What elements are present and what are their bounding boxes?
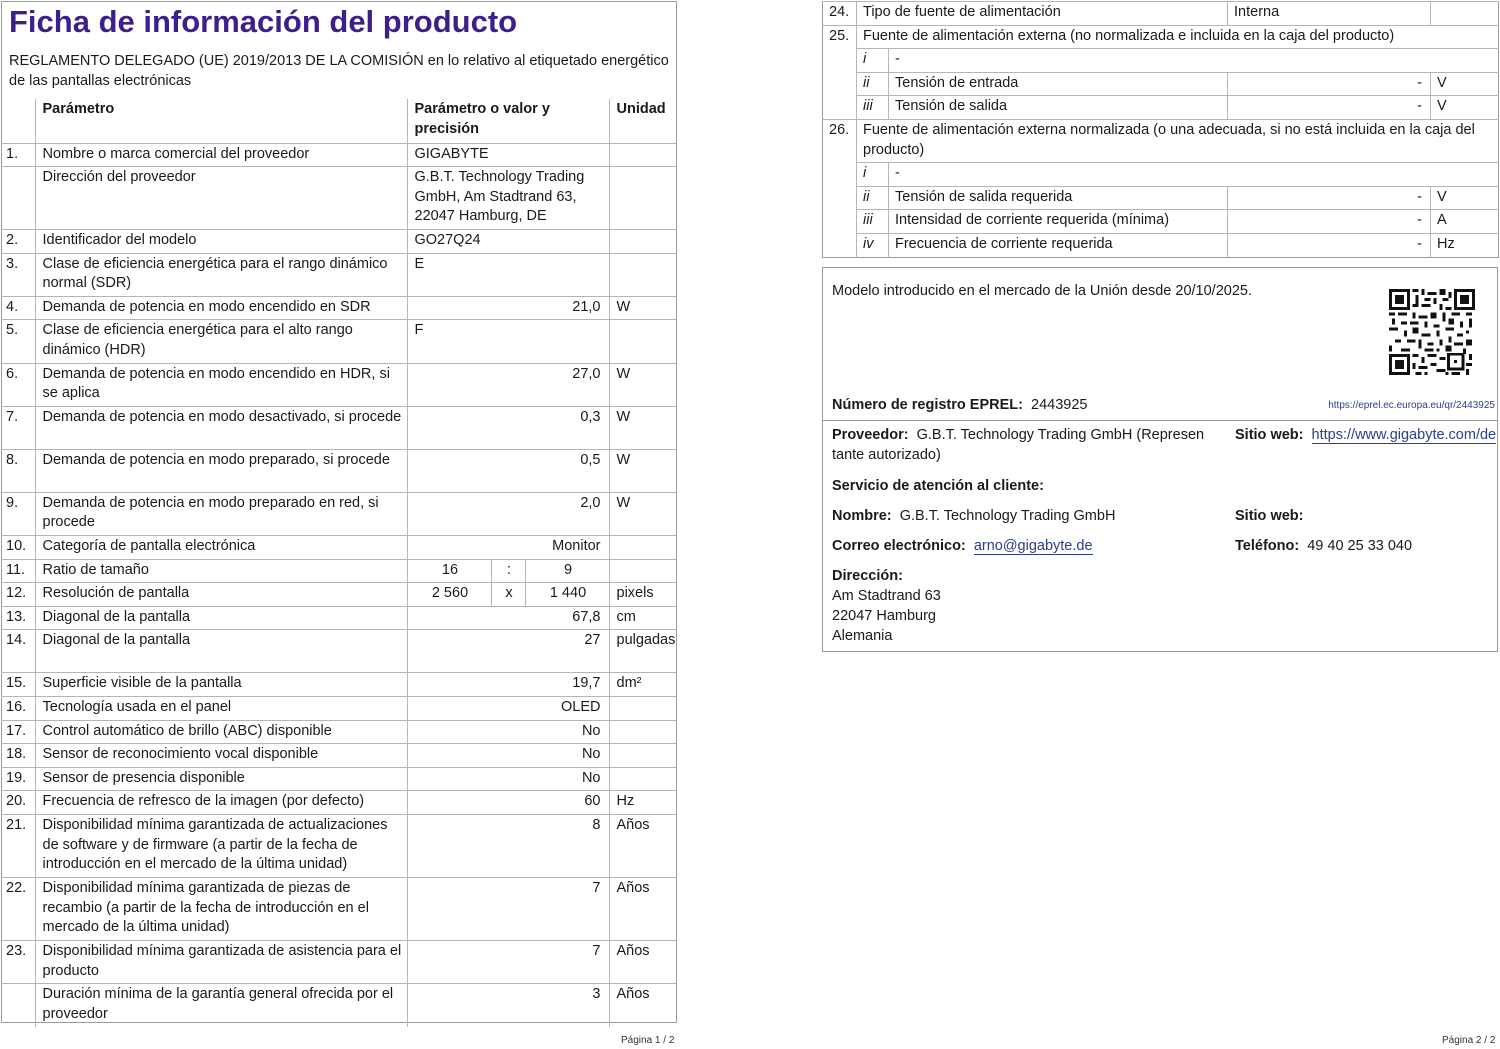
row-unit: W <box>609 296 677 320</box>
row-value: E <box>407 253 609 296</box>
row-unit: cm <box>609 606 677 630</box>
row-num: 24. <box>823 2 857 26</box>
row-roman: i <box>857 163 889 187</box>
row-value: GIGABYTE <box>407 143 609 167</box>
regulation-subtitle: REGLAMENTO DELEGADO (UE) 2019/2013 DE LA COMISIÓN en lo relativo al etiquetado energético de las pantallas electrónicas <box>9 53 669 89</box>
page-number: Página 2 / 2 <box>1442 1035 1496 1046</box>
row-value: - <box>1228 186 1431 210</box>
row-label: Categoría de pantalla electrónica <box>35 536 407 560</box>
header-param: Parámetro <box>35 99 407 143</box>
row-unit: V <box>1431 186 1499 210</box>
eprel-link[interactable]: https://eprel.ec.europa.eu/qr/2443925 <box>1328 400 1495 411</box>
row-value: - <box>1228 233 1431 257</box>
row-unit <box>609 697 677 721</box>
row-label: Tensión de salida requerida <box>889 186 1228 210</box>
row-label: Sensor de presencia disponible <box>35 767 407 791</box>
row-unit <box>609 559 677 583</box>
table-row <box>1 320 677 363</box>
row-unit: Hz <box>1431 233 1499 257</box>
row-value: 0,3 <box>407 406 609 449</box>
supplier-label: Proveedor: <box>832 427 909 443</box>
row-label: Demanda de potencia en modo encendido en HDR, si se aplica <box>35 363 407 406</box>
address-label: Dirección: <box>832 568 903 584</box>
supplier-block <box>832 425 1222 465</box>
row-label: Dirección del proveedor <box>35 167 407 230</box>
row-roman: i <box>857 49 889 73</box>
table-row <box>1 697 677 721</box>
row-label: Clase de eficiencia energética para el rango dinámico normal (SDR) <box>35 253 407 296</box>
market-intro-text: Modelo introducido en el mercado de la Unión desde 20/10/2025. <box>832 283 1252 299</box>
row-roman: ii <box>857 186 889 210</box>
row-label: Demanda de potencia en modo encendido en SDR <box>35 296 407 320</box>
row-num <box>823 49 857 73</box>
service-name-block <box>832 506 1115 526</box>
row-label: Tecnología usada en el panel <box>35 697 407 721</box>
row-num <box>823 233 857 257</box>
row-label: Nombre o marca comercial del proveedor <box>35 143 407 167</box>
table-row <box>823 96 1499 120</box>
row-num <box>823 96 857 120</box>
row-num: 1. <box>1 143 35 167</box>
row-label: Identificador del modelo <box>35 230 407 254</box>
header-num-cell <box>1 99 35 143</box>
row-num <box>823 210 857 234</box>
table-row <box>1 449 677 492</box>
table-row <box>1 167 677 230</box>
resolution-separator: x <box>491 583 525 607</box>
header-value: Parámetro o valor y precisión <box>407 99 609 143</box>
row-unit <box>609 167 677 230</box>
table-row <box>1 296 677 320</box>
table-row <box>1 984 677 1027</box>
email-label: Correo electrónico: <box>832 538 966 554</box>
row-num <box>823 163 857 187</box>
row-num <box>1 984 35 1027</box>
phone-value: 49 40 25 33 040 <box>1307 538 1413 554</box>
ratio-height: 9 <box>525 559 609 583</box>
row-num: 2. <box>1 230 35 254</box>
row-unit <box>609 767 677 791</box>
website-link[interactable]: https://www.gigabyte.com/de <box>1311 427 1497 443</box>
row-num: 19. <box>1 767 35 791</box>
table-row <box>823 72 1499 96</box>
row-num <box>823 186 857 210</box>
table-row <box>1 363 677 406</box>
eprel-registration <box>832 395 1087 415</box>
row-label: Diagonal de la pantalla <box>35 630 407 673</box>
ratio-separator: : <box>491 559 525 583</box>
row-unit: dm² <box>609 673 677 697</box>
row-label: Disponibilidad mínima garantizada de asistencia para el producto <box>35 940 407 983</box>
row-unit <box>609 536 677 560</box>
section-divider <box>823 420 1497 421</box>
row-unit: V <box>1431 96 1499 120</box>
row-unit: pulgadas <box>609 630 677 673</box>
qr-code-icon[interactable] <box>1389 289 1475 375</box>
row-unit: W <box>609 406 677 449</box>
table-row <box>1 230 677 254</box>
row-label: Demanda de potencia en modo desactivado, si procede <box>35 406 407 449</box>
table-row <box>1 406 677 449</box>
row-value: No <box>407 720 609 744</box>
address-block <box>832 566 941 646</box>
row-label: Ratio de tamaño <box>35 559 407 583</box>
row-value: GO27Q24 <box>407 230 609 254</box>
row-value: 7 <box>407 940 609 983</box>
row-num: 4. <box>1 296 35 320</box>
row-num: 9. <box>1 492 35 535</box>
row-label: Duración mínima de la garantía general ofrecida por el proveedor <box>35 984 407 1027</box>
row-unit: W <box>609 363 677 406</box>
row-value: 21,0 <box>407 296 609 320</box>
row-roman: ii <box>857 72 889 96</box>
table-row <box>823 163 1499 187</box>
customer-service-heading: Servicio de atención al cliente: <box>832 478 1044 494</box>
website-block <box>1235 425 1497 445</box>
row-num: 6. <box>1 363 35 406</box>
row-num: 13. <box>1 606 35 630</box>
table-row <box>823 233 1499 257</box>
row-num: 25. <box>823 25 857 49</box>
row-unit: Años <box>609 814 677 877</box>
row-value: - <box>1228 96 1431 120</box>
row-label: Frecuencia de corriente requerida <box>889 233 1228 257</box>
row-unit <box>609 720 677 744</box>
table-row <box>1 583 677 607</box>
address-line: Alemania <box>832 628 893 644</box>
row-label: Demanda de potencia en modo preparado en red, si procede <box>35 492 407 535</box>
row-value: 2,0 <box>407 492 609 535</box>
table-row <box>1 536 677 560</box>
eprel-number: 2443925 <box>1031 397 1088 413</box>
service-name-value: G.B.T. Technology Trading GmbH <box>899 508 1116 524</box>
table-row <box>1 673 677 697</box>
row-label: Tensión de entrada <box>889 72 1228 96</box>
eprel-label: Número de registro EPREL: <box>832 397 1023 413</box>
row-unit <box>609 320 677 363</box>
row-value: F <box>407 320 609 363</box>
row-value: 60 <box>407 791 609 815</box>
row-roman: iii <box>857 210 889 234</box>
email-link[interactable]: arno@gigabyte.de <box>973 538 1093 554</box>
table-row <box>1 492 677 535</box>
phone-block <box>1235 536 1412 556</box>
row-num <box>1 167 35 230</box>
resolution-width: 2 560 <box>407 583 491 607</box>
table-row <box>1 814 677 877</box>
row-num: 14. <box>1 630 35 673</box>
row-value: 19,7 <box>407 673 609 697</box>
row-label: Clase de eficiencia energética para el alto rango dinámico (HDR) <box>35 320 407 363</box>
resolution-height: 1 440 <box>525 583 609 607</box>
row-label: Tipo de fuente de alimentación <box>857 2 1228 26</box>
row-unit <box>1431 2 1499 26</box>
row-num: 17. <box>1 720 35 744</box>
document-title: Ficha de información del producto <box>9 4 518 39</box>
phone-label: Teléfono: <box>1235 538 1300 554</box>
row-label: Fuente de alimentación externa (no normalizada e incluida en la caja del producto) <box>857 25 1499 49</box>
row-label: Demanda de potencia en modo preparado, si procede <box>35 449 407 492</box>
row-num: 26. <box>823 119 857 162</box>
row-value: 67,8 <box>407 606 609 630</box>
row-label: Frecuencia de refresco de la imagen (por defecto) <box>35 791 407 815</box>
website-label: Sitio web: <box>1235 427 1304 443</box>
row-label: Resolución de pantalla <box>35 583 407 607</box>
table-row <box>823 49 1499 73</box>
ratio-width: 16 <box>407 559 491 583</box>
row-num: 7. <box>1 406 35 449</box>
table-row <box>1 791 677 815</box>
row-unit: Años <box>609 940 677 983</box>
row-num: 10. <box>1 536 35 560</box>
row-roman: iii <box>857 96 889 120</box>
row-value: Monitor <box>407 536 609 560</box>
table-row <box>1 143 677 167</box>
table-row <box>1 720 677 744</box>
row-label: Fuente de alimentación externa normalizada (o una adecuada, si no está incluida en la caja del producto) <box>857 119 1499 162</box>
row-num <box>823 72 857 96</box>
row-label: Control automático de brillo (ABC) disponible <box>35 720 407 744</box>
row-label: Disponibilidad mínima garantizada de actualizaciones de software y de firmware (a partir de la fecha de introducción en el mercado de la última unidad) <box>35 814 407 877</box>
row-label: Sensor de reconocimiento vocal disponible <box>35 744 407 768</box>
row-value: 27 <box>407 630 609 673</box>
row-value: No <box>407 767 609 791</box>
row-num: 22. <box>1 877 35 940</box>
row-value: 3 <box>407 984 609 1027</box>
row-value: 7 <box>407 877 609 940</box>
row-unit: Hz <box>609 791 677 815</box>
row-unit: A <box>1431 210 1499 234</box>
table-row <box>823 186 1499 210</box>
row-label: - <box>889 163 1499 187</box>
page-number: Página 1 / 2 <box>621 1035 675 1046</box>
row-value: - <box>1228 210 1431 234</box>
row-value: No <box>407 744 609 768</box>
row-num: 3. <box>1 253 35 296</box>
table-row <box>823 119 1499 162</box>
row-unit: Años <box>609 877 677 940</box>
table-row <box>1 877 677 940</box>
row-value: Interna <box>1228 2 1431 26</box>
email-block <box>832 536 1093 556</box>
row-unit: Años <box>609 984 677 1027</box>
row-value: 0,5 <box>407 449 609 492</box>
table-row <box>1 940 677 983</box>
row-num: 12. <box>1 583 35 607</box>
row-unit: pixels <box>609 583 677 607</box>
table-row <box>1 630 677 673</box>
address-line: Am Stadtrand 63 <box>832 588 941 604</box>
row-num: 16. <box>1 697 35 721</box>
row-label: Disponibilidad mínima garantizada de piezas de recambio (a partir de la fecha de introducción en el mercado de la última unidad) <box>35 877 407 940</box>
row-num: 23. <box>1 940 35 983</box>
row-label: Intensidad de corriente requerida (mínima) <box>889 210 1228 234</box>
address-line: 22047 Hamburg <box>832 608 936 624</box>
row-value: 8 <box>407 814 609 877</box>
row-num: 15. <box>1 673 35 697</box>
table-row <box>823 210 1499 234</box>
page-2 <box>820 0 1500 1049</box>
row-unit <box>609 230 677 254</box>
row-value: - <box>1228 72 1431 96</box>
row-num: 5. <box>1 320 35 363</box>
row-value: OLED <box>407 697 609 721</box>
table-row <box>1 744 677 768</box>
row-num: 11. <box>1 559 35 583</box>
table-row <box>1 253 677 296</box>
row-num: 21. <box>1 814 35 877</box>
row-label: Tensión de salida <box>889 96 1228 120</box>
product-info-table <box>1 99 677 1027</box>
row-unit: V <box>1431 72 1499 96</box>
table-row <box>1 767 677 791</box>
service-website-label: Sitio web: <box>1235 508 1304 524</box>
row-num: 18. <box>1 744 35 768</box>
row-roman: iv <box>857 233 889 257</box>
row-unit <box>609 744 677 768</box>
table-row <box>823 2 1499 26</box>
table-row <box>1 559 677 583</box>
row-unit: W <box>609 449 677 492</box>
row-unit <box>609 253 677 296</box>
table-row <box>823 25 1499 49</box>
table-row <box>1 606 677 630</box>
table-header-row <box>1 99 677 143</box>
row-unit: W <box>609 492 677 535</box>
header-unit: Unidad <box>609 99 677 143</box>
row-label: Superficie visible de la pantalla <box>35 673 407 697</box>
page-1 <box>0 0 680 1049</box>
service-name-label: Nombre: <box>832 508 892 524</box>
row-num: 8. <box>1 449 35 492</box>
row-value: G.B.T. Technology Trading GmbH, Am Stadtrand 63, 22047 Hamburg, DE <box>407 167 609 230</box>
row-num: 20. <box>1 791 35 815</box>
power-supply-table <box>822 1 1499 258</box>
row-unit <box>609 143 677 167</box>
row-label: Diagonal de la pantalla <box>35 606 407 630</box>
row-value: 27,0 <box>407 363 609 406</box>
supplier-value: G.B.T. Technology Trading GmbH (Represen tante autorizado) <box>832 427 1205 463</box>
supplier-info-box <box>822 267 1498 652</box>
row-label: - <box>889 49 1499 73</box>
